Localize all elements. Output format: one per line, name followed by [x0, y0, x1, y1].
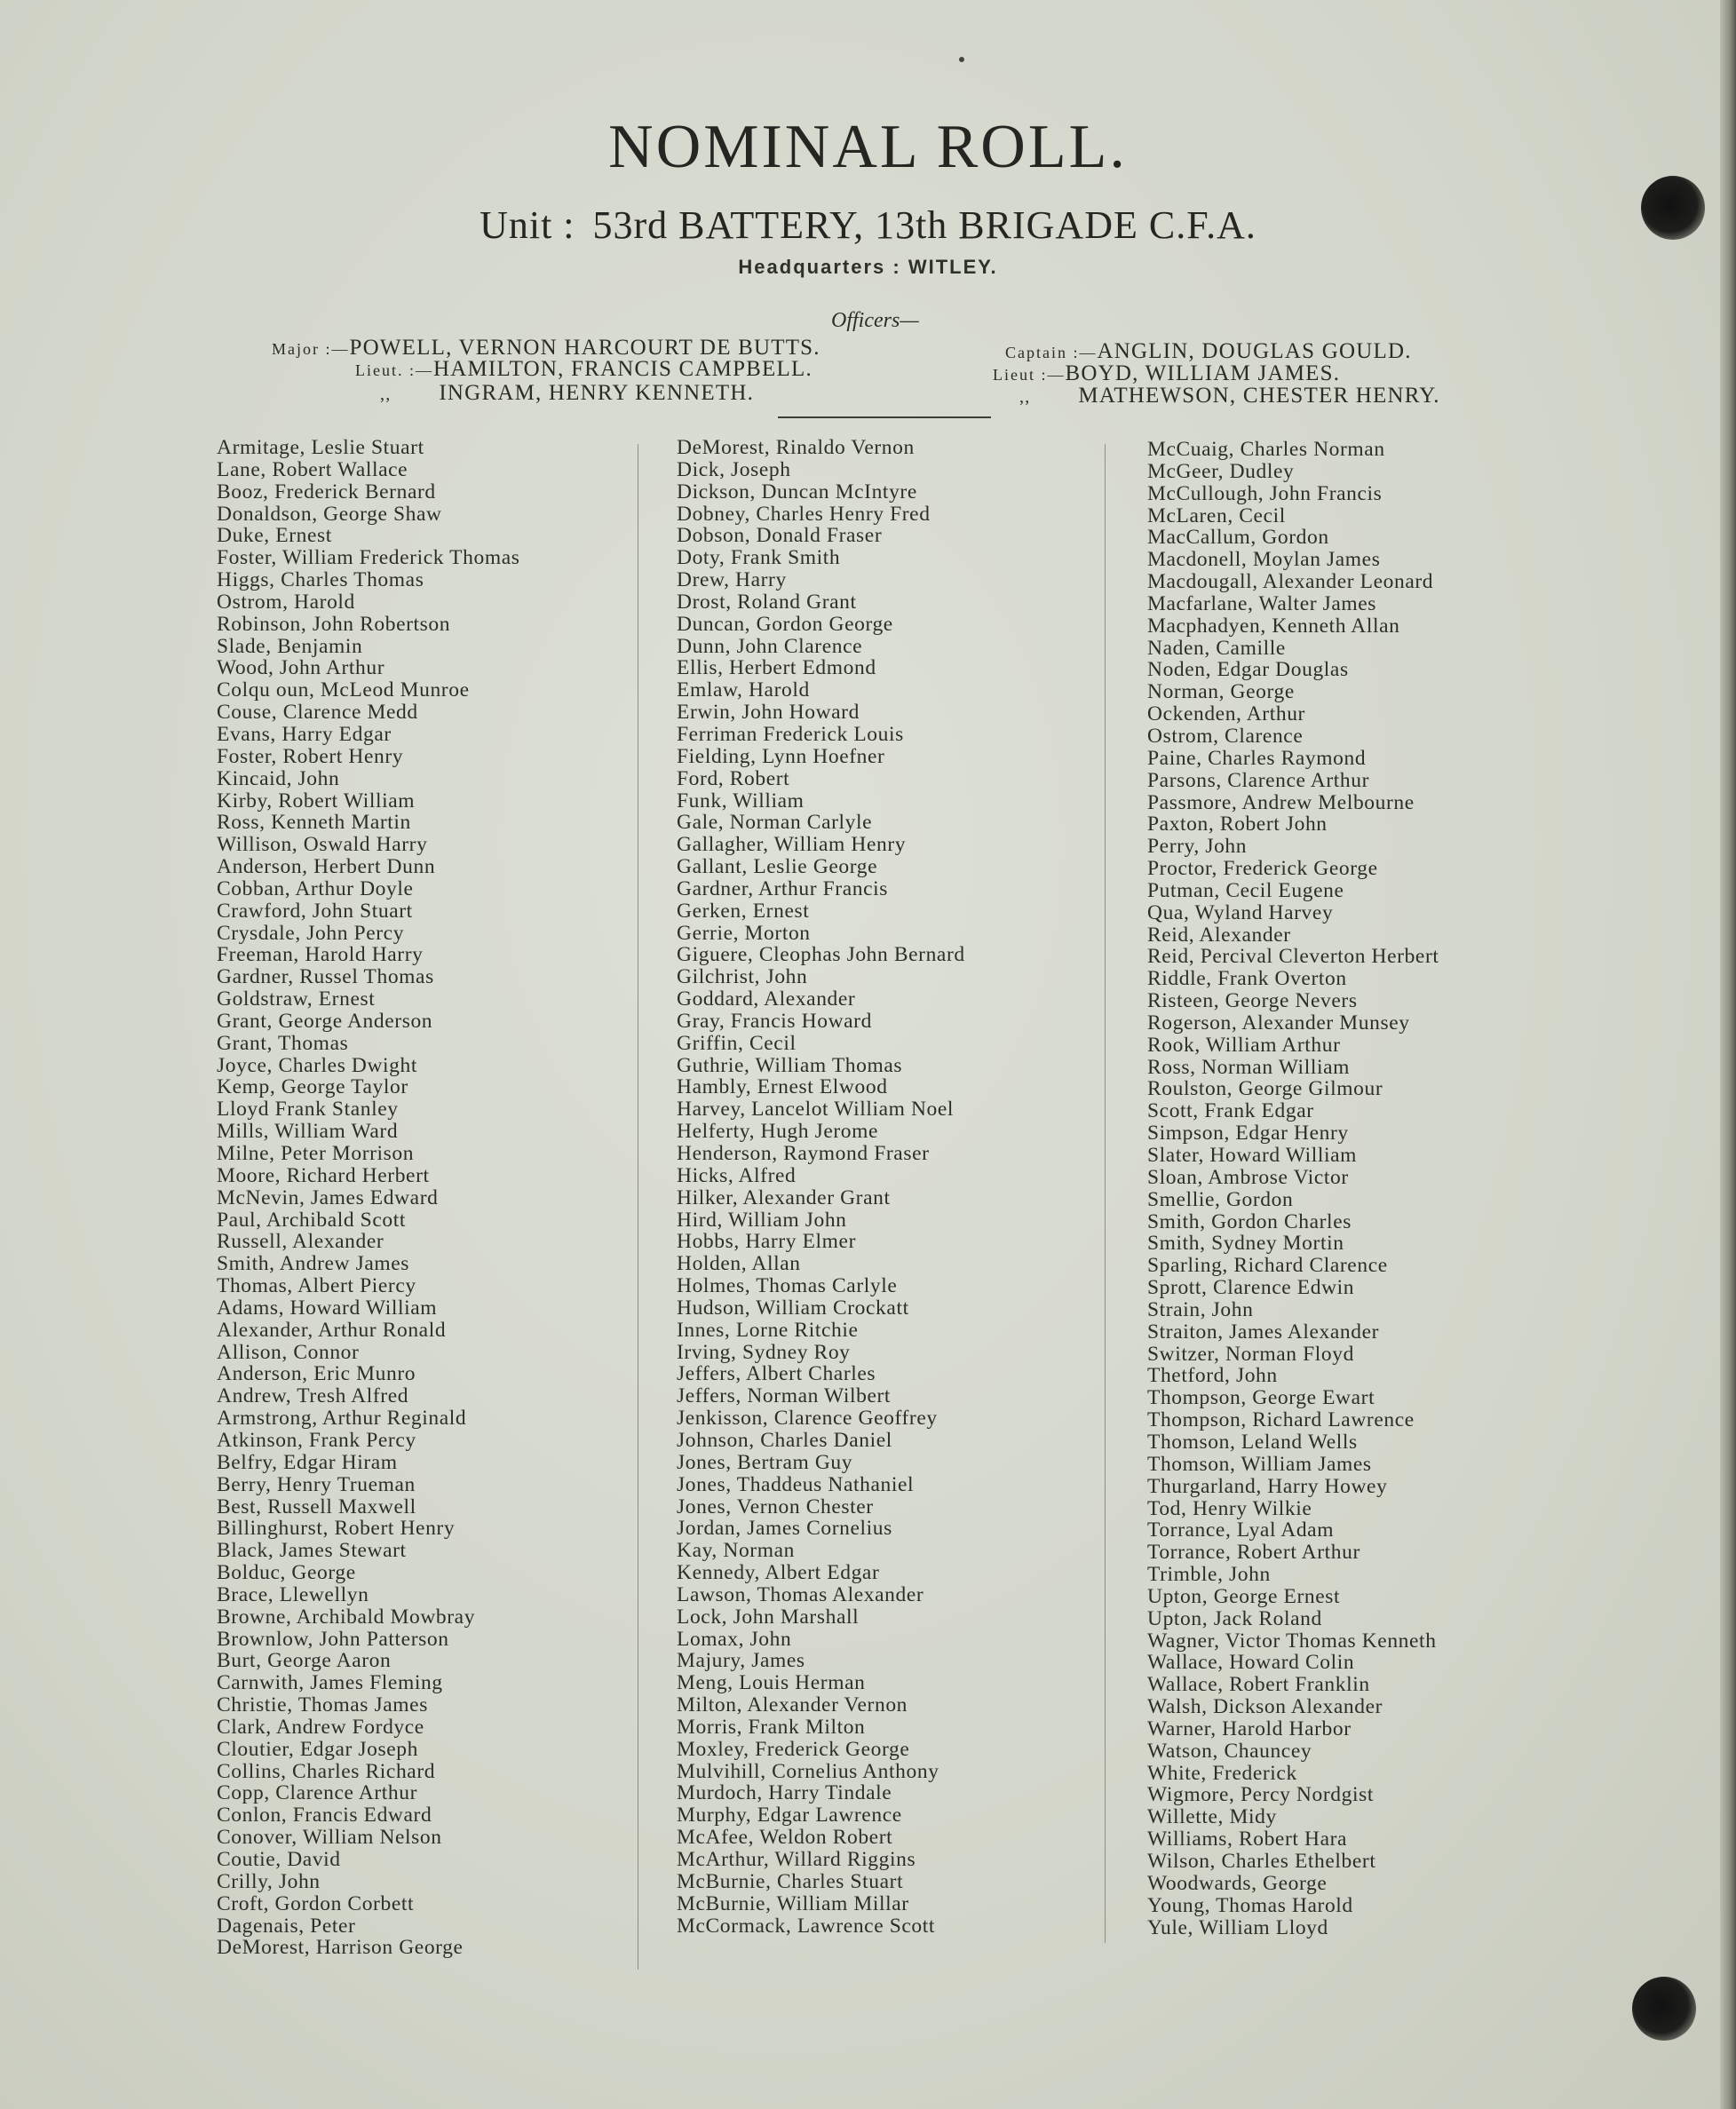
roll-entry: Lane, Robert Wallace — [217, 457, 408, 481]
roll-entry: Jenkisson, Clarence Geoffrey — [677, 1407, 938, 1431]
roll-entry: Mulvihill, Cornelius Anthony — [677, 1759, 939, 1783]
officer-name: HAMILTON, FRANCIS CAMPBELL. — [433, 357, 813, 381]
roll-entry: Jones, Bertram Guy — [677, 1450, 853, 1474]
roll-entry: McCullough, John Francis — [1147, 481, 1383, 505]
roll-entry: Evans, Harry Edgar — [217, 722, 392, 746]
roll-entry: Crilly, John — [217, 1869, 321, 1893]
officer-lieut-4 — [1019, 384, 1440, 408]
roll-entry: Straiton, James Alexander — [1147, 1320, 1380, 1344]
roll-entry: Murphy, Edgar Lawrence — [677, 1804, 902, 1828]
roll-entry: Jones, Thaddeus Nathaniel — [677, 1472, 915, 1496]
roll-entry: Ockenden, Arthur — [1147, 702, 1305, 726]
roll-entry: Hird, William John — [677, 1208, 847, 1232]
roll-entry: Kay, Norman — [677, 1539, 795, 1563]
roll-entry: Duke, Ernest — [217, 524, 332, 548]
roll-entry: Parsons, Clarence Arthur — [1147, 768, 1369, 792]
officer-name: INGRAM, HENRY KENNETH. — [439, 381, 755, 405]
roll-entry: Joyce, Charles Dwight — [217, 1053, 418, 1077]
roll-entry: Crawford, John Stuart — [217, 899, 413, 923]
roll-entry: Burt, George Aaron — [217, 1649, 392, 1673]
roll-entry: Higgs, Charles Thomas — [217, 568, 424, 592]
roll-entry: Ostrom, Harold — [217, 590, 355, 614]
roll-entry: Smellie, Gordon — [1147, 1187, 1294, 1211]
unit-line — [0, 202, 1736, 248]
roll-entry: Russell, Alexander — [217, 1230, 384, 1254]
roll-entry: Ferriman Frederick Louis — [677, 722, 904, 746]
roll-entry: Simpson, Edgar Henry — [1147, 1122, 1349, 1146]
roll-entry: Grant, Thomas — [217, 1031, 349, 1055]
roll-column-3 — [1147, 439, 1439, 1939]
roll-entry: McBurnie, Charles Stuart — [677, 1869, 904, 1893]
roll-entry: Clark, Andrew Fordyce — [217, 1715, 424, 1739]
roll-entry: Putman, Cecil Eugene — [1147, 878, 1344, 902]
roll-entry: Murdoch, Harry Tindale — [677, 1781, 892, 1805]
roll-entry: Hilker, Alexander Grant — [677, 1185, 891, 1209]
roll-entry: Rogerson, Alexander Munsey — [1147, 1011, 1410, 1035]
roll-entry: Dickson, Duncan McIntyre — [677, 480, 917, 503]
roll-entry: Thompson, George Ewart — [1147, 1386, 1375, 1410]
officer-name: BOYD, WILLIAM JAMES. — [1065, 361, 1341, 385]
roll-entry: Willette, Midy — [1147, 1805, 1277, 1829]
roll-entry: Moxley, Frederick George — [677, 1737, 910, 1761]
roll-entry: Kemp, George Taylor — [217, 1075, 408, 1099]
roll-entry: Colqu oun, McLeod Munroe — [217, 678, 470, 702]
roll-entry: Best, Russell Maxwell — [217, 1495, 416, 1518]
roll-entry: Innes, Lorne Ritchie — [677, 1318, 859, 1342]
roll-entry: Hicks, Alfred — [677, 1163, 797, 1187]
roll-entry: Milton, Alexander Vernon — [677, 1693, 908, 1717]
roll-entry: Reid, Alexander — [1147, 923, 1291, 947]
roll-entry: Gardner, Arthur Francis — [677, 876, 889, 900]
roll-entry: Armstrong, Arthur Reginald — [217, 1407, 467, 1431]
roll-entry: DeMorest, Rinaldo Vernon — [677, 436, 915, 459]
roll-entry: Fielding, Lynn Hoefner — [677, 744, 885, 768]
paper-speck — [959, 57, 964, 62]
roll-entry: Freeman, Harold Harry — [217, 943, 424, 967]
roll-entry: Macfarlane, Walter James — [1147, 591, 1377, 615]
roll-entry: Conover, William Nelson — [217, 1826, 442, 1850]
roll-entry: Holden, Allan — [677, 1252, 801, 1276]
officer-name: MATHEWSON, CHESTER HENRY. — [1078, 384, 1440, 408]
hq-value: WITLEY. — [908, 256, 998, 278]
roll-entry: Griffin, Cecil — [677, 1031, 797, 1055]
roll-entry: Donaldson, George Shaw — [217, 502, 442, 526]
roll-entry: Smith, Sydney Mortin — [1147, 1232, 1344, 1256]
officer-name: POWELL, VERNON HARCOURT DE BUTTS. — [349, 336, 820, 360]
roll-entry: Gilchrist, John — [677, 965, 808, 989]
roll-entry: Thomas, Albert Piercy — [217, 1274, 416, 1298]
roll-entry: Atkinson, Frank Percy — [217, 1428, 416, 1452]
roll-entry: Booz, Frederick Bernard — [217, 480, 436, 503]
officer-lieut-3 — [993, 361, 1340, 386]
roll-entry: Upton, George Ernest — [1147, 1584, 1341, 1608]
roll-entry: Gerrie, Morton — [677, 921, 811, 945]
roll-entry: Yule, William Lloyd — [1147, 1915, 1328, 1939]
roll-entry: Hambly, Ernest Elwood — [677, 1075, 888, 1099]
roll-entry: DeMorest, Harrison George — [217, 1936, 464, 1960]
roll-entry: Anderson, Eric Munro — [217, 1362, 416, 1386]
roll-entry: Smith, Andrew James — [217, 1252, 410, 1276]
roll-entry: Bolduc, George — [217, 1561, 356, 1585]
roll-entry: Gallagher, William Henry — [677, 833, 907, 857]
roll-entry: Hobbs, Harry Elmer — [677, 1230, 857, 1254]
roll-entry: Sprott, Clarence Edwin — [1147, 1276, 1355, 1300]
section-divider — [778, 416, 991, 418]
roll-entry: McBurnie, William Millar — [677, 1891, 909, 1915]
roll-entry: Naden, Camille — [1147, 636, 1286, 660]
roll-entry: Ross, Norman William — [1147, 1055, 1350, 1079]
roll-entry: Noden, Edgar Douglas — [1147, 658, 1349, 682]
roll-entry: Cobban, Arthur Doyle — [217, 876, 414, 900]
roll-entry: Norman, George — [1147, 680, 1295, 704]
roll-entry: Thompson, Richard Lawrence — [1147, 1408, 1415, 1432]
roll-entry: Cloutier, Edgar Joseph — [217, 1737, 418, 1761]
roll-entry: Foster, William Frederick Thomas — [217, 546, 520, 570]
roll-entry: Slater, Howard William — [1147, 1144, 1358, 1167]
roll-entry: Warner, Harold Harbor — [1147, 1717, 1352, 1740]
roll-entry: Browne, Archibald Mowbray — [217, 1605, 476, 1629]
roll-entry: Ford, Robert — [677, 766, 790, 790]
officer-captain — [1005, 339, 1412, 364]
roll-entry: Giguere, Cleophas John Bernard — [677, 943, 965, 967]
roll-entry: Watson, Chauncey — [1147, 1739, 1312, 1763]
roll-entry: Woodwards, George — [1147, 1871, 1328, 1895]
roll-entry: Doty, Frank Smith — [677, 546, 841, 570]
roll-entry: Strain, John — [1147, 1297, 1254, 1321]
roll-entry: Brace, Llewellyn — [217, 1582, 369, 1606]
roll-entry: Gardner, Russel Thomas — [217, 965, 434, 989]
roll-entry: Drost, Roland Grant — [677, 590, 857, 614]
roll-entry: Belfry, Edgar Hiram — [217, 1450, 398, 1474]
roll-entry: Coutie, David — [217, 1848, 341, 1871]
roll-entry: Carnwith, James Fleming — [217, 1671, 443, 1695]
roll-entry: McGeer, Dudley — [1147, 459, 1295, 483]
roll-entry: Dagenais, Peter — [217, 1914, 356, 1938]
roll-entry: Dick, Joseph — [677, 457, 791, 481]
roll-entry: Christie, Thomas James — [217, 1693, 428, 1717]
roll-entry: Irving, Sydney Roy — [677, 1340, 851, 1364]
roll-entry: Lloyd Frank Stanley — [217, 1098, 399, 1122]
roll-entry: Qua, Wyland Harvey — [1147, 900, 1334, 924]
roll-entry: Hudson, William Crockatt — [677, 1296, 909, 1320]
roll-entry: Alexander, Arthur Ronald — [217, 1318, 447, 1342]
roll-entry: Walsh, Dickson Alexander — [1147, 1695, 1383, 1719]
roll-entry: Wilson, Charles Ethelbert — [1147, 1850, 1376, 1873]
officers-heading: Officers— — [831, 309, 919, 332]
roll-entry: Kirby, Robert William — [217, 789, 416, 813]
roll-entry: Conlon, Francis Edward — [217, 1804, 432, 1828]
roll-entry: Torrance, Lyal Adam — [1147, 1518, 1335, 1542]
roll-entry: Perry, John — [1147, 835, 1248, 859]
roll-entry: Trimble, John — [1147, 1563, 1271, 1587]
roll-entry: Duncan, Gordon George — [677, 612, 893, 636]
officer-rank: Captain :— — [1005, 344, 1098, 361]
roll-entry: Roulston, George Gilmour — [1147, 1077, 1383, 1101]
roll-entry: Scott, Frank Edgar — [1147, 1099, 1314, 1123]
roll-entry: Macphadyen, Kenneth Allan — [1147, 614, 1400, 638]
roll-entry: Dunn, John Clarence — [677, 634, 863, 658]
roll-entry: Ellis, Herbert Edmond — [677, 656, 876, 680]
roll-entry: Paul, Archibald Scott — [217, 1208, 406, 1232]
roll-entry: Thomson, Leland Wells — [1147, 1430, 1358, 1454]
roll-entry: Helferty, Hugh Jerome — [677, 1120, 879, 1144]
roll-entry: Macdonell, Moylan James — [1147, 548, 1381, 572]
roll-entry: Croft, Gordon Corbett — [217, 1891, 415, 1915]
roll-entry: Wallace, Howard Colin — [1147, 1651, 1355, 1675]
roll-entry: Ostrom, Clarence — [1147, 724, 1304, 748]
roll-entry: Rook, William Arthur — [1147, 1033, 1341, 1057]
roll-entry: Harvey, Lancelot William Noel — [677, 1098, 955, 1122]
roll-entry: Switzer, Norman Floyd — [1147, 1342, 1354, 1366]
roll-entry: Collins, Charles Richard — [217, 1759, 436, 1783]
headquarters-line — [0, 256, 1736, 279]
roll-entry: Gallant, Leslie George — [677, 855, 878, 879]
roll-entry: Guthrie, William Thomas — [677, 1053, 903, 1077]
roll-entry: Torrance, Robert Arthur — [1147, 1541, 1360, 1565]
roll-entry: Emlaw, Harold — [677, 678, 810, 702]
punch-hole-bottom — [1632, 1977, 1696, 2041]
roll-entry: Drew, Harry — [677, 568, 787, 592]
roll-entry: Tod, Henry Wilkie — [1147, 1496, 1312, 1520]
roll-entry: Billinghurst, Robert Henry — [217, 1517, 456, 1541]
roll-entry: Wallace, Robert Franklin — [1147, 1673, 1370, 1697]
roll-entry: McCuaig, Charles Norman — [1147, 438, 1385, 461]
roll-entry: Allison, Connor — [217, 1340, 360, 1364]
roll-entry: Lock, John Marshall — [677, 1605, 860, 1629]
roll-entry: Passmore, Andrew Melbourne — [1147, 790, 1415, 814]
roll-entry: Couse, Clarence Medd — [217, 701, 418, 725]
roll-entry: McCormack, Lawrence Scott — [677, 1914, 936, 1938]
roll-entry: Anderson, Herbert Dunn — [217, 855, 436, 879]
roll-entry: Gale, Norman Carlyle — [677, 811, 873, 835]
roll-entry: Brownlow, John Patterson — [217, 1627, 449, 1651]
roll-entry: Mills, William Ward — [217, 1120, 399, 1144]
roll-entry: Grant, George Anderson — [217, 1009, 433, 1033]
roll-entry: Erwin, John Howard — [677, 701, 860, 725]
roll-entry: Macdougall, Alexander Leonard — [1147, 570, 1434, 594]
roll-entry: Upton, Jack Roland — [1147, 1606, 1322, 1630]
roll-entry: Adams, Howard William — [217, 1296, 438, 1320]
roll-column-1 — [217, 437, 519, 1959]
roll-entry: Majury, James — [677, 1649, 805, 1673]
roll-entry: Risteen, George Nevers — [1147, 989, 1358, 1013]
roll-entry: Ross, Kenneth Martin — [217, 811, 411, 835]
roll-entry: Lomax, John — [677, 1627, 792, 1651]
roll-entry: Milne, Peter Morrison — [217, 1142, 415, 1165]
page-title: NOMINAL ROLL. — [608, 113, 1128, 181]
roll-entry: Jones, Vernon Chester — [677, 1495, 874, 1518]
roll-entry: Morris, Frank Milton — [677, 1715, 866, 1739]
roll-entry: MacCallum, Gordon — [1147, 526, 1329, 550]
roll-entry: Black, James Stewart — [217, 1539, 407, 1563]
roll-entry: Moore, Richard Herbert — [217, 1163, 430, 1187]
roll-entry: Funk, William — [677, 789, 805, 813]
roll-entry: McLaren, Cecil — [1147, 503, 1286, 527]
roll-entry: Reid, Percival Cleverton Herbert — [1147, 945, 1439, 969]
roll-entry: Paxton, Robert John — [1147, 813, 1328, 836]
roll-entry: Andrew, Tresh Alfred — [217, 1384, 409, 1408]
roll-entry: Wigmore, Percy Nordgist — [1147, 1783, 1374, 1807]
roll-entry: Wood, John Arthur — [217, 656, 385, 680]
roll-entry: Jeffers, Norman Wilbert — [677, 1384, 892, 1408]
officer-rank: Lieut :— — [993, 366, 1066, 384]
roll-entry: Gerken, Ernest — [677, 899, 810, 923]
roll-entry: Dobson, Donald Fraser — [677, 524, 883, 548]
roll-entry: McArthur, Willard Riggins — [677, 1848, 916, 1871]
roll-entry: Henderson, Raymond Fraser — [677, 1142, 930, 1165]
roll-entry: Gray, Francis Howard — [677, 1009, 872, 1033]
roll-entry: Riddle, Frank Overton — [1147, 967, 1347, 991]
roll-entry: Willison, Oswald Harry — [217, 833, 428, 857]
roll-entry: Berry, Henry Trueman — [217, 1472, 416, 1496]
ditto-mark: ,, — [1019, 387, 1031, 407]
roll-entry: Goldstraw, Ernest — [217, 987, 376, 1011]
roll-entry: Holmes, Thomas Carlyle — [677, 1274, 898, 1298]
unit-name: 53rd BATTERY, 13th BRIGADE C.F.A. — [592, 203, 1256, 247]
roll-entry: Goddard, Alexander — [677, 987, 856, 1011]
roll-entry: Sloan, Ambrose Victor — [1147, 1165, 1349, 1189]
roll-entry: Robinson, John Robertson — [217, 612, 451, 636]
roll-entry: Thetford, John — [1147, 1364, 1278, 1388]
column-divider — [1105, 444, 1106, 1943]
roll-entry: Johnson, Charles Daniel — [677, 1428, 892, 1452]
officer-rank: Major :— — [272, 340, 350, 358]
roll-entry: Crysdale, John Percy — [217, 921, 405, 945]
roll-entry: Armitage, Leslie Stuart — [217, 436, 424, 459]
roll-entry: McNevin, James Edward — [217, 1185, 439, 1209]
roll-entry: Dobney, Charles Henry Fred — [677, 502, 931, 526]
roll-entry: Thomson, William James — [1147, 1452, 1372, 1476]
officer-lieut-2 — [380, 381, 754, 406]
officer-lieut-1 — [355, 357, 813, 382]
roll-entry: Sparling, Richard Clarence — [1147, 1254, 1388, 1278]
roll-entry: Meng, Louis Herman — [677, 1671, 866, 1695]
roll-entry: Jordan, James Cornelius — [677, 1517, 892, 1541]
unit-label: Unit : — [480, 203, 575, 247]
roll-entry: Thurgarland, Harry Howey — [1147, 1474, 1388, 1498]
roll-entry: Wagner, Victor Thomas Kenneth — [1147, 1629, 1437, 1653]
roll-entry: Smith, Gordon Charles — [1147, 1209, 1352, 1233]
roll-entry: Copp, Clarence Arthur — [217, 1781, 418, 1805]
roll-entry: Paine, Charles Raymond — [1147, 746, 1367, 770]
roll-entry: Foster, Robert Henry — [217, 744, 404, 768]
roll-entry: Kincaid, John — [217, 766, 340, 790]
roll-entry: McAfee, Weldon Robert — [677, 1826, 893, 1850]
roll-entry: Young, Thomas Harold — [1147, 1893, 1353, 1917]
officer-name: ANGLIN, DOUGLAS GOULD. — [1097, 339, 1412, 363]
roll-entry: Slade, Benjamin — [217, 634, 363, 658]
roll-entry: Williams, Robert Hara — [1147, 1828, 1348, 1851]
hq-label: Headquarters : — [738, 256, 901, 278]
roll-entry: Lawson, Thomas Alexander — [677, 1582, 924, 1606]
ditto-mark: ,, — [380, 385, 392, 404]
roll-entry: Kennedy, Albert Edgar — [677, 1561, 880, 1585]
roll-entry: White, Frederick — [1147, 1761, 1297, 1785]
page-edge — [1720, 0, 1736, 2109]
roll-entry: Jeffers, Albert Charles — [677, 1362, 876, 1386]
roll-column-2 — [677, 437, 965, 1937]
officer-rank: Lieut. :— — [355, 361, 433, 379]
roll-entry: Proctor, Frederick George — [1147, 857, 1378, 881]
